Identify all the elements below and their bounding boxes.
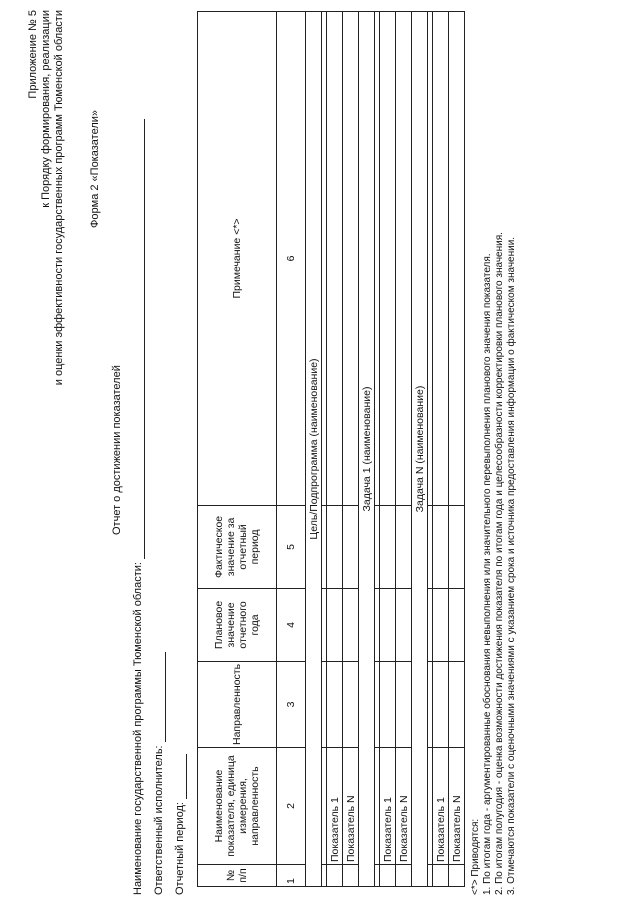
footnote-item-3: 3. Отмечаются показатели с оценочными значениями с указанием срока и источника предоставления информации о фактическом значении. bbox=[506, 236, 517, 895]
col-header-planned: Плановое значение отчетного года bbox=[198, 588, 277, 661]
footnotes bbox=[470, 232, 518, 895]
program-name-line bbox=[132, 119, 145, 895]
col-number-3: 3 bbox=[277, 661, 306, 747]
section-title: Задача 1 (наименование) bbox=[359, 12, 375, 887]
period-blank bbox=[186, 754, 187, 799]
col-header-direction: Направленность bbox=[198, 661, 277, 747]
col-header-actual: Фактическое значение за отчетный период bbox=[198, 505, 277, 588]
indicator-name: Показатель N bbox=[343, 748, 359, 865]
col-number-2: 2 bbox=[277, 748, 306, 865]
indicators-table bbox=[197, 11, 465, 887]
executor-blank bbox=[165, 652, 166, 742]
period-label: Отчетный период: bbox=[174, 802, 186, 895]
appendix-line-3: и оценки эффективности государственных программ Тюменской области bbox=[53, 10, 65, 386]
col-header-indicator: Наименование показателя, единица измерения, направленность bbox=[198, 748, 277, 865]
indicator-name: Показатель N bbox=[396, 748, 412, 865]
table-row bbox=[327, 12, 343, 887]
executor-label: Ответственный исполнитель: bbox=[153, 745, 165, 895]
period-line bbox=[174, 754, 187, 895]
appendix-line-2: к Порядку формирования, реализации bbox=[40, 10, 52, 208]
column-numbers-row bbox=[277, 12, 306, 887]
form-title: Форма 2 «Показатели» bbox=[89, 110, 101, 228]
table-header-row bbox=[198, 12, 277, 887]
program-name-label: Наименование государственной программы Тюменской области: bbox=[132, 562, 144, 895]
section-title: Цель/Подпрограмма (наименование) bbox=[306, 12, 322, 887]
table-row bbox=[380, 12, 396, 887]
section-row bbox=[412, 12, 428, 887]
table-row bbox=[449, 12, 465, 887]
col-number-6: 6 bbox=[277, 12, 306, 506]
indicator-name: Показатель 1 bbox=[433, 748, 449, 865]
col-number-1: 1 bbox=[277, 865, 306, 887]
section-row bbox=[306, 12, 322, 887]
indicator-name: Показатель 1 bbox=[380, 748, 396, 865]
footnote-item-2: 2. По итогам полугодия - оценка возможности достижения показателя по итогам года и целесообразности корректировки планового значения. bbox=[494, 232, 505, 895]
table-row bbox=[433, 12, 449, 887]
table-row bbox=[343, 12, 359, 887]
report-title: Отчет о достижении показателей bbox=[111, 365, 123, 535]
appendix-header bbox=[27, 10, 66, 385]
col-number-4: 4 bbox=[277, 588, 306, 661]
executor-line bbox=[153, 652, 166, 895]
col-header-note: Примечание <*> bbox=[198, 12, 277, 506]
appendix-line-1: Приложение № 5 bbox=[27, 10, 39, 99]
col-header-number: № п/п bbox=[198, 865, 277, 887]
col-number-5: 5 bbox=[277, 505, 306, 588]
program-name-blank bbox=[144, 119, 145, 559]
table-row bbox=[396, 12, 412, 887]
section-row bbox=[359, 12, 375, 887]
footnote-item-1: 1. По итогам года - аргументированные обоснования невыполнения или значительного перевыполнения планового значения показателя. bbox=[482, 253, 493, 895]
footnote-intro: <*> Приводятся: bbox=[470, 818, 481, 895]
indicator-name: Показатель 1 bbox=[327, 748, 343, 865]
section-title: Задача N (наименование) bbox=[412, 12, 428, 887]
indicator-name: Показатель N bbox=[449, 748, 465, 865]
